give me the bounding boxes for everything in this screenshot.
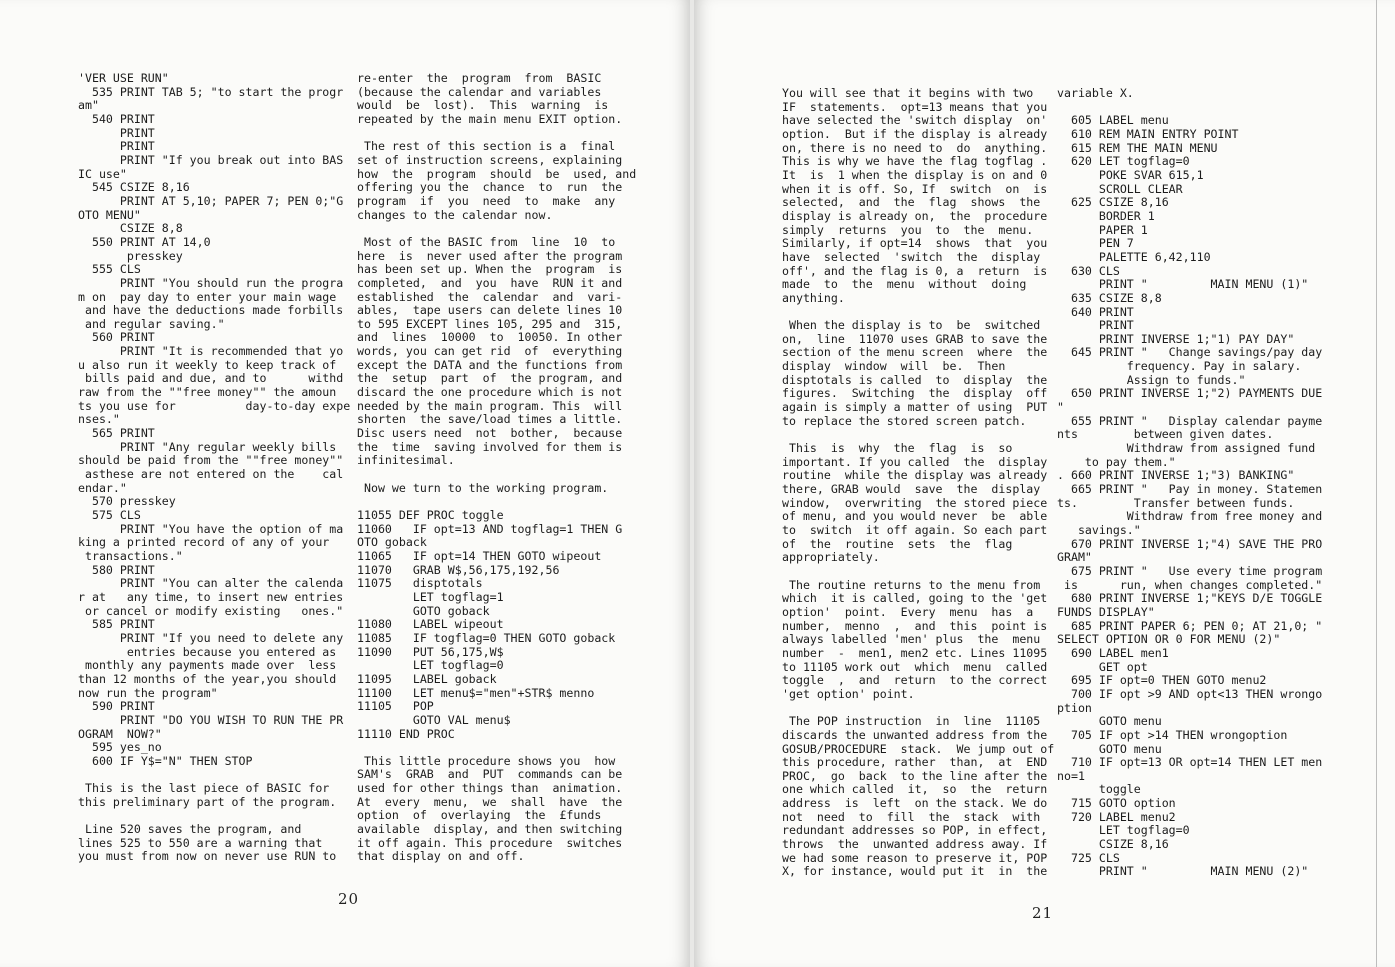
page-edge-line — [1376, 0, 1377, 967]
right-page-column-2: variable X. 605 LABEL menu 610 REM MAIN ENTRY POINT 615 REM THE MAIN MENU 620 LET togflag=0 POKE SVAR 615,1 SCROLL CLEAR 625 CSIZE 8,16 BORDER 1 PAPER 1 PEN 7 PALETTE 6,42,110 630 CLS PRINT " MAIN MENU (1)" 635 CSIZE 8,8 640 PRINT PRINT PRINT INVERSE 1;"1) PAY DAY" 645 PRINT " Change savings/pay day frequency. Pay in salary. Assign to funds." 650 PRINT INVERSE 1;"2) PAYMENTS DUE " 655 PRINT " Display calendar payme nts between given dates. Withdraw from assigned fund to pay them." . 660 PRINT INVERSE 1;"3) BANKING" 665 PRINT " Pay in money. Statemen ts. Transfer between funds. Withdraw from free money and savings." 670 PRINT INVERSE 1;"4) SAVE THE PRO GRAM" 675 PRINT " Use every time program is run, when changes completed." 680 PRINT INVERSE 1;"KEYS D/E TOGGLE FUNDS DISPLAY" 685 PRINT PAPER 6; PEN 0; AT 21,0; " SELECT OPTION OR 0 FOR MENU (2)" 690 LABEL men1 GET opt 695 IF opt=0 THEN GOTO menu2 700 IF opt >9 AND opt<13 THEN wrongo ption GOTO menu 705 IF opt >14 THEN wrongoption GOTO menu 710 IF opt=13 OR opt=14 THEN LET men no=1 toggle 715 GOTO option 720 LABEL menu2 LET togflag=0 CSIZE 8,16 725 CLS PRINT " MAIN MENU (2)" — [1057, 86, 1323, 879]
page-number-left: 20 — [338, 890, 360, 908]
page-number-right: 21 — [1032, 904, 1054, 922]
left-page-column-2: re-enter the program from BASIC (because the calendar and variables would be lost). This warning is repeated by the main menu EXIT option. The rest of this section is a final set of instruction screens, explaining how the program should be used, and offering you the chance to run the program if you need to make any changes to the calendar now. Most of the BASIC from line 10 to here is never used after the program has been set up. When the program is completed, and you have RUN it and established the calendar and vari- ables, tape users can delete lines 10 to 595 EXCEPT lines 105, 295 and 315, and lines 10000 to 10050. In other words, you can get rid of everything except the DATA and the functions from the setup part of the program, and discard the one procedure which is not needed by the main program. This will shorten the save/load times a little. Disc users need not bother, because the time saving involved for them is infinitesimal. Now we turn to the working program. 11055 DEF PROC toggle 11060 IF opt=13 AND togflag=1 THEN G OTO goback 11065 IF opt=14 THEN GOTO wipeout 11070 GRAB W$,56,175,192,56 11075 disptotals LET togflag=1 GOTO goback 11080 LABEL wipeout 11085 IF togflag=0 THEN GOTO goback 11090 PUT 56,175,W$ LET togflag=0 11095 LABEL goback 11100 LET menu$="men"+STR$ menno 11105 POP GOTO VAL menu$ 11110 END PROC This little procedure shows you how SAM's GRAB and PUT commands can be used for other things than animation. At every menu, we shall have the option of overlaying the £funds available display, and then switching it off again. This procedure switches that display on and off. — [357, 71, 637, 864]
left-page — [0, 0, 690, 967]
right-page — [694, 0, 1395, 967]
right-page-column-1: You will see that it begins with two IF statements. opt=13 means that you have selected the 'switch display on' option. But if the display is already on, there is no need to do anything. This is why we have the flag togflag . It is 1 when the display is on and 0 when it is off. So, If switch on is selected, and the flag shows the display is already on, the procedure simply returns you to the menu. Similarly, if opt=14 shows that you have selected 'switch the display off', and the flag is 0, a return is made to the menu without doing anything. When the display is to be switched on, line 11070 uses GRAB to save the section of the menu screen where the display window will be. Then disptotals is called to display the figures. Switching the display off again is simply a matter of using PUT to replace the stored screen patch. This is why the flag is so important. If you called the display routine while the display was already there, GRAB would save the display window, overwriting the stored piece of menu, and you would never be able to switch it off again. So each part of the routine sets the flag appropriately. The routine returns to the menu from which it is called, going to the 'get option' point. Every menu has a number, menno , and this point is always labelled 'men' plus the menu number - men1, men2 etc. Lines 11095 to 11105 work out which menu called toggle , and return to the correct 'get option' point. The POP instruction in line 11105 discards the unwanted address from the GOSUB/PROCEDURE stack. We jump out of this procedure, rather than, at END PROC, go back to the line after the one which called it, so the return address is left on the stack. We do not need to fill the stack with redundant addresses so POP, in effect, throws the unwanted address away. If we had some reason to preserve it, POP X, for instance, would put it in the — [782, 86, 1055, 879]
left-page-column-1: 'VER USE RUN" 535 PRINT TAB 5; "to start the progr am" 540 PRINT PRINT PRINT PRINT "If you break out into BAS IC use" 545 CSIZE 8,16 PRINT AT 5,10; PAPER 7; PEN 0;"G OTO MENU" CSIZE 8,8 550 PRINT AT 14,0 presskey 555 CLS PRINT "You should run the progra m on pay day to enter your main wage and have the deductions made forbills and regular saving." 560 PRINT PRINT "It is recommended that yo u also run it weekly to keep track of bills paid and due, and to withd raw from the ""free money"" the amoun ts you use for day-to-day expe nses." 565 PRINT PRINT "Any regular weekly bills should be paid from the ""free money"" asthese are not entered on the cal endar." 570 presskey 575 CLS PRINT "You have the option of ma king a printed record of any of your transactions." 580 PRINT PRINT "You can alter the calenda r at any time, to insert new entries or cancel or modify existing ones." 585 PRINT PRINT "If you need to delete any entries because you entered as monthly any payments made over less than 12 months of the year,you should now run the program" 590 PRINT PRINT "DO YOU WISH TO RUN THE PR OGRAM NOW?" 595 yes_no 600 IF Y$="N" THEN STOP This is the last piece of BASIC for this preliminary part of the program. Line 520 saves the program, and lines 525 to 550 are a warning that you must from now on never use RUN to — [78, 71, 351, 864]
